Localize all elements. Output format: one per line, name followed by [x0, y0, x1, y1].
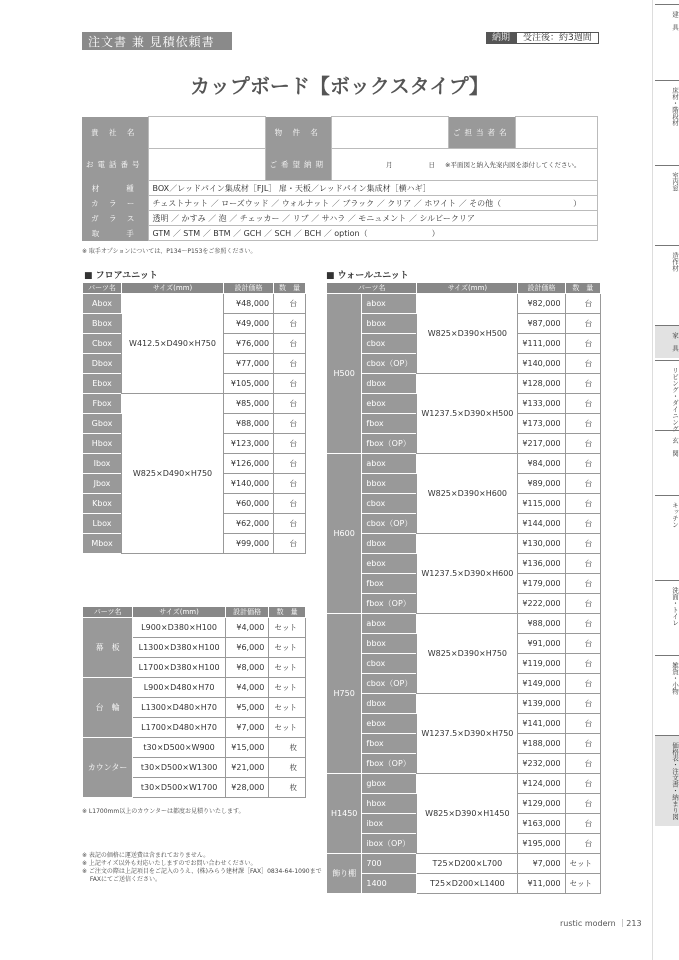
part-name: bbox: [362, 474, 417, 494]
quantity-field[interactable]: 台: [274, 354, 306, 374]
order-form: [82, 116, 598, 241]
part-name: dbox: [362, 694, 417, 714]
quantity-field[interactable]: セット: [269, 618, 306, 638]
price-cell: ¥188,000: [518, 734, 565, 754]
staff-label: ご担当者名: [449, 117, 516, 149]
price-cell: ¥62,000: [223, 514, 273, 534]
part-name: fbox（OP）: [362, 754, 417, 774]
height-group: H500: [327, 294, 362, 454]
price-cell: ¥133,000: [518, 394, 565, 414]
price-cell: ¥130,000: [518, 534, 565, 554]
part-name: cbox: [362, 334, 417, 354]
quantity-field[interactable]: セット: [269, 678, 306, 698]
quantity-field[interactable]: 台: [274, 414, 306, 434]
group-name: 幕 板: [83, 618, 133, 678]
size-cell: W1237.5×D390×H500: [417, 374, 518, 454]
part-name: Ebox: [83, 374, 122, 394]
part-name: ebox: [362, 714, 417, 734]
price-cell: ¥88,000: [518, 614, 565, 634]
floor-table: [82, 282, 306, 554]
part-name: fbox（OP）: [362, 434, 417, 454]
price-cell: ¥195,000: [518, 834, 565, 854]
quantity-field[interactable]: セット: [269, 718, 306, 738]
quantity-field[interactable]: 台: [565, 734, 601, 754]
price-cell: ¥49,000: [223, 314, 273, 334]
quantity-field[interactable]: 台: [565, 694, 601, 714]
price-cell: ¥60,000: [223, 494, 273, 514]
size-cell: W1237.5×D390×H600: [417, 534, 518, 614]
form-row-label: カ ラ ー: [82, 196, 148, 211]
quantity-field[interactable]: 台: [274, 394, 306, 414]
column-header: 数 量: [274, 283, 306, 294]
group-name: 台 輪: [83, 678, 133, 738]
column-header: サイズ(mm): [417, 283, 518, 294]
price-cell: ¥7,000: [518, 854, 565, 874]
sidebar-index: [652, 0, 679, 960]
form-row: [82, 211, 598, 226]
table-row: [83, 738, 306, 758]
part-name: ebox: [362, 394, 417, 414]
price-cell: ¥5,000: [225, 698, 268, 718]
price-cell: ¥82,000: [518, 294, 565, 314]
part-name: Hbox: [83, 434, 122, 454]
counter-note: ※ L1700mm以上のカウンターは都度お見積りいたします。: [82, 808, 245, 815]
floor-title: ■ フロアユニット: [84, 271, 158, 281]
table-header: [327, 283, 601, 294]
column-header: 数 量: [565, 283, 601, 294]
price-cell: ¥84,000: [518, 454, 565, 474]
quantity-field[interactable]: 台: [565, 654, 601, 674]
sidebar-tab[interactable]: キッチン: [655, 495, 679, 534]
size-cell: t30×D500×W1300: [133, 758, 226, 778]
column-header: パーツ名: [327, 283, 417, 294]
quantity-field[interactable]: 台: [565, 294, 601, 314]
table-row: [83, 618, 306, 638]
part-name: abox: [362, 614, 417, 634]
price-cell: ¥128,000: [518, 374, 565, 394]
quantity-field[interactable]: 台: [565, 494, 601, 514]
column-header: 数 量: [269, 607, 306, 618]
table-row: [327, 614, 601, 634]
price-cell: ¥222,000: [518, 594, 565, 614]
sidebar-tab[interactable]: 雑貨・小物: [655, 655, 679, 701]
price-cell: ¥4,000: [225, 618, 268, 638]
column-header: サイズ(mm): [122, 283, 224, 294]
part-name: cbox: [362, 494, 417, 514]
handle-note: ※ 取手オプションについては、P134～P153をご参照ください。: [82, 248, 257, 255]
quantity-field[interactable]: 台: [565, 674, 601, 694]
quantity-field[interactable]: 台: [565, 834, 601, 854]
height-group: H600: [327, 454, 362, 614]
sidebar-tab[interactable]: 室内窓: [655, 165, 679, 198]
sidebar-tab[interactable]: 建 具: [655, 4, 679, 37]
price-cell: ¥173,000: [518, 414, 565, 434]
quantity-field[interactable]: 台: [565, 354, 601, 374]
staff-field[interactable]: [515, 117, 598, 149]
size-cell: W825×D490×H750: [122, 394, 224, 554]
column-header: サイズ(mm): [133, 607, 226, 618]
quantity-field[interactable]: 枚: [269, 778, 306, 798]
part-name: fbox: [362, 574, 417, 594]
lead-time: [486, 32, 599, 44]
form-row: [82, 196, 598, 211]
date-label: ご希望納期: [265, 149, 332, 181]
price-cell: ¥232,000: [518, 754, 565, 774]
price-cell: ¥48,000: [223, 294, 273, 314]
quantity-field[interactable]: セット: [565, 874, 601, 894]
price-cell: ¥111,000: [518, 334, 565, 354]
bottom-notes: [82, 852, 322, 884]
price-cell: ¥89,000: [518, 474, 565, 494]
part-name: Bbox: [83, 314, 122, 334]
price-cell: ¥77,000: [223, 354, 273, 374]
part-name: cbox（OP）: [362, 514, 417, 534]
part-name: Jbox: [83, 474, 122, 494]
sidebar-tab[interactable]: 家 具: [655, 325, 679, 358]
size-cell: T25×D200×L700: [417, 854, 518, 874]
size-cell: T25×D200×L1400: [417, 874, 518, 894]
size-cell: W825×D390×H600: [417, 454, 518, 534]
table-row: [83, 678, 306, 698]
quantity-field[interactable]: 台: [274, 514, 306, 534]
part-name: hbox: [362, 794, 417, 814]
part-name: 1400: [362, 874, 417, 894]
sidebar-tab[interactable]: 洗面・トイレ: [655, 580, 679, 632]
part-name: fbox（OP）: [362, 594, 417, 614]
date-note: ※平面図と納入先案内図を添付してください。: [445, 161, 581, 169]
part-name: Gbox: [83, 414, 122, 434]
sidebar-tab[interactable]: リビング・ダイニング: [655, 360, 679, 438]
price-cell: ¥163,000: [518, 814, 565, 834]
quantity-field[interactable]: 台: [274, 474, 306, 494]
date-field[interactable]: [332, 149, 598, 181]
price-cell: ¥217,000: [518, 434, 565, 454]
height-group: H1450: [327, 774, 362, 854]
quantity-field[interactable]: 台: [274, 454, 306, 474]
quantity-field[interactable]: 枚: [269, 758, 306, 778]
part-name: Abox: [83, 294, 122, 314]
size-cell: t30×D500×W900: [133, 738, 226, 758]
price-cell: ¥124,000: [518, 774, 565, 794]
form-row-label: 取 手: [82, 226, 148, 241]
price-cell: ¥123,000: [223, 434, 273, 454]
form-row-label: ガ ラ ス: [82, 211, 148, 226]
parts-table: [82, 606, 306, 798]
form-row: [82, 226, 598, 241]
quantity-field[interactable]: 台: [565, 534, 601, 554]
part-name: bbox: [362, 634, 417, 654]
size-cell: W825×D390×H750: [417, 614, 518, 694]
price-cell: ¥105,000: [223, 374, 273, 394]
quantity-field[interactable]: 台: [565, 814, 601, 834]
lead-time-label: 納期: [486, 32, 516, 44]
price-cell: ¥136,000: [518, 554, 565, 574]
wall-title: ■ ウォールユニット: [326, 271, 409, 281]
part-name: abox: [362, 454, 417, 474]
size-cell: L1700×D380×H100: [133, 658, 226, 678]
quantity-field[interactable]: 台: [565, 714, 601, 734]
price-cell: ¥11,000: [518, 874, 565, 894]
price-cell: ¥85,000: [223, 394, 273, 414]
price-cell: ¥6,000: [225, 638, 268, 658]
part-name: cbox: [362, 654, 417, 674]
price-cell: ¥179,000: [518, 574, 565, 594]
form-row-label: 材 種: [82, 181, 148, 196]
part-name: Ibox: [83, 454, 122, 474]
price-cell: ¥28,000: [225, 778, 268, 798]
part-name: Dbox: [83, 354, 122, 374]
page-footer: rustic modern ｜213: [560, 919, 642, 928]
quantity-field[interactable]: 台: [274, 534, 306, 554]
price-cell: ¥115,000: [518, 494, 565, 514]
quantity-field[interactable]: 台: [274, 314, 306, 334]
size-cell: L1300×D380×H100: [133, 638, 226, 658]
part-name: fbox: [362, 414, 417, 434]
form-row-options[interactable]: GTM ／ STM ／ BTM ／ GCH ／ SCH ／ BCH ／ option（ ）: [148, 226, 598, 241]
quantity-field[interactable]: 台: [565, 374, 601, 394]
table-row: [327, 294, 601, 314]
price-cell: ¥4,000: [225, 678, 268, 698]
part-name: cbox（OP）: [362, 354, 417, 374]
quantity-field[interactable]: 台: [565, 454, 601, 474]
quantity-field[interactable]: 台: [565, 634, 601, 654]
sidebar-tab[interactable]: 玄 関: [655, 430, 679, 463]
price-cell: ¥126,000: [223, 454, 273, 474]
part-name: Mbox: [83, 534, 122, 554]
quantity-field[interactable]: セット: [269, 638, 306, 658]
property-label: 物 件 名: [265, 117, 332, 149]
form-row-options[interactable]: BOX／レッドパイン集成材［FJL］ 扉・天板／レッドパイン集成材［横ハギ］: [148, 181, 598, 196]
day-label: 日: [428, 161, 435, 169]
quantity-field[interactable]: 台: [565, 774, 601, 794]
table-row: [327, 854, 601, 874]
part-name: bbox: [362, 314, 417, 334]
column-header: 設計価格: [225, 607, 268, 618]
part-name: 700: [362, 854, 417, 874]
part-name: Fbox: [83, 394, 122, 414]
size-cell: W412.5×D490×H750: [122, 294, 224, 394]
group-name: カウンター: [83, 738, 133, 798]
quantity-field[interactable]: 台: [565, 794, 601, 814]
price-cell: ¥140,000: [223, 474, 273, 494]
wall-table: [326, 282, 601, 894]
column-header: パーツ名: [83, 283, 122, 294]
form-row-options[interactable]: チェストナット ／ ローズウッド ／ ウォルナット ／ ブラック ／ クリア ／ ホワイト ／ その他（ ）: [148, 196, 598, 211]
price-cell: ¥87,000: [518, 314, 565, 334]
quantity-field[interactable]: 枚: [269, 738, 306, 758]
size-cell: L1700×D480×H70: [133, 718, 226, 738]
shop-label: 貴 社 名: [82, 117, 148, 149]
quantity-field[interactable]: 台: [565, 474, 601, 494]
page-title: カップボード【ボックスタイプ】: [190, 74, 489, 98]
quantity-field[interactable]: 台: [274, 374, 306, 394]
price-cell: ¥141,000: [518, 714, 565, 734]
quantity-field[interactable]: 台: [565, 394, 601, 414]
table-row: [327, 874, 601, 894]
quantity-field[interactable]: 台: [565, 514, 601, 534]
part-name: gbox: [362, 774, 417, 794]
table-row: [327, 374, 601, 394]
table-row: [327, 694, 601, 714]
size-cell: L900×D380×H100: [133, 618, 226, 638]
price-cell: ¥129,000: [518, 794, 565, 814]
note-line: ※ 上記サイズ以外も対応いたしますのでお問い合わせください。: [82, 860, 257, 867]
table-row: [83, 394, 306, 414]
quantity-field[interactable]: 台: [565, 574, 601, 594]
price-cell: ¥21,000: [225, 758, 268, 778]
part-name: abox: [362, 294, 417, 314]
part-name: dbox: [362, 374, 417, 394]
tel-label: お電話番号: [82, 149, 148, 181]
note-line: ※ ご注文の際は上記項目をご記入のうえ、(株)みらう建材課［FAX］0834-64-1090まで: [82, 868, 322, 875]
height-group: H750: [327, 614, 362, 774]
price-cell: ¥8,000: [225, 658, 268, 678]
price-cell: ¥140,000: [518, 354, 565, 374]
lead-time-value: 受注後：約3週間: [516, 32, 599, 44]
quantity-field[interactable]: 台: [274, 494, 306, 514]
price-cell: ¥144,000: [518, 514, 565, 534]
quantity-field[interactable]: 台: [565, 594, 601, 614]
quantity-field[interactable]: 台: [274, 434, 306, 454]
property-field[interactable]: [332, 117, 449, 149]
quantity-field[interactable]: 台: [274, 334, 306, 354]
column-header: 設計価格: [223, 283, 273, 294]
price-cell: ¥88,000: [223, 414, 273, 434]
part-name: ebox: [362, 554, 417, 574]
quantity-field[interactable]: 台: [565, 334, 601, 354]
price-cell: ¥149,000: [518, 674, 565, 694]
column-header: パーツ名: [83, 607, 133, 618]
size-cell: W825×D390×H1450: [417, 774, 518, 854]
size-cell: W825×D390×H500: [417, 294, 518, 374]
sidebar-tab[interactable]: 造作材: [655, 245, 679, 278]
table-header: [83, 283, 306, 294]
size-cell: W1237.5×D390×H750: [417, 694, 518, 774]
part-name: Kbox: [83, 494, 122, 514]
quantity-field[interactable]: セット: [269, 698, 306, 718]
quantity-field[interactable]: 台: [565, 434, 601, 454]
table-row: [83, 294, 306, 314]
note-line: FAXにてご送信ください。: [82, 876, 162, 883]
quantity-field[interactable]: 台: [565, 414, 601, 434]
quantity-field[interactable]: 台: [274, 294, 306, 314]
price-cell: ¥91,000: [518, 634, 565, 654]
shelf-name: 飾り棚: [327, 854, 362, 894]
quantity-field[interactable]: 台: [565, 554, 601, 574]
tel-field[interactable]: [148, 149, 265, 181]
price-cell: ¥139,000: [518, 694, 565, 714]
part-name: cbox（OP）: [362, 674, 417, 694]
month-label: 月: [386, 161, 393, 169]
note-line: ※ 表記の価格に運送費は含まれておりません。: [82, 852, 210, 859]
size-cell: L1300×D480×H70: [133, 698, 226, 718]
table-header: [83, 607, 306, 618]
quantity-field[interactable]: セット: [565, 854, 601, 874]
part-name: Cbox: [83, 334, 122, 354]
price-cell: ¥76,000: [223, 334, 273, 354]
part-name: fbox: [362, 734, 417, 754]
price-cell: ¥7,000: [225, 718, 268, 738]
table-row: [327, 534, 601, 554]
sidebar-tab[interactable]: 床材・階段材: [655, 80, 679, 132]
column-header: 設計価格: [518, 283, 565, 294]
form-row-options[interactable]: 透明 ／ かすみ ／ 泡 ／ チェッカー ／ リブ ／ サハラ ／ モニュメント ／ シルビークリア: [148, 211, 598, 226]
quantity-field[interactable]: 台: [565, 314, 601, 334]
part-name: dbox: [362, 534, 417, 554]
table-row: [327, 774, 601, 794]
part-name: ibox（OP）: [362, 834, 417, 854]
part-name: ibox: [362, 814, 417, 834]
shop-field[interactable]: [148, 117, 265, 149]
quantity-field[interactable]: セット: [269, 658, 306, 678]
price-cell: ¥119,000: [518, 654, 565, 674]
size-cell: t30×D500×W1700: [133, 778, 226, 798]
price-cell: ¥15,000: [225, 738, 268, 758]
form-row: [82, 181, 598, 196]
sidebar-tab[interactable]: 価格表・注文書・納まり図: [655, 735, 679, 826]
price-cell: ¥99,000: [223, 534, 273, 554]
quantity-field[interactable]: 台: [565, 614, 601, 634]
order-form-tag: 注文書 兼 見積依頼書: [82, 32, 232, 50]
part-name: Lbox: [83, 514, 122, 534]
quantity-field[interactable]: 台: [565, 754, 601, 774]
table-row: [327, 454, 601, 474]
size-cell: L900×D480×H70: [133, 678, 226, 698]
